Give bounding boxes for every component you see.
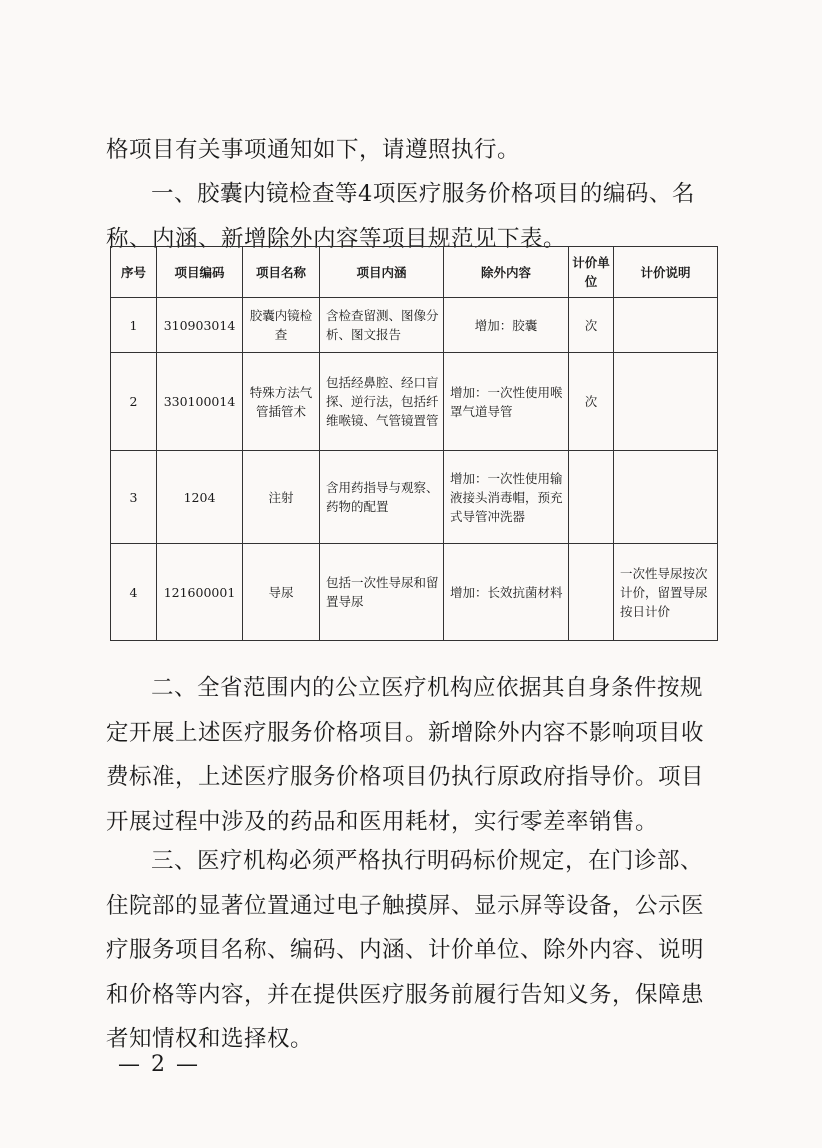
cell-content: 含用药指导与观察、药物的配置 <box>320 451 444 544</box>
header-cell-serial: 序号 <box>111 247 157 298</box>
cell-serial: 3 <box>111 451 157 544</box>
table-row <box>111 451 718 544</box>
cell-unit: 次 <box>569 353 614 451</box>
cell-name: 胶囊内镜检查 <box>243 298 320 353</box>
header-cell-code: 项目编码 <box>157 247 243 298</box>
cell-name: 注射 <box>243 451 320 544</box>
header-cell-unit: 计价单位 <box>569 247 614 298</box>
cell-content: 含检查留测、图像分析、图文报告 <box>320 298 444 353</box>
cell-name: 特殊方法气管插管术 <box>243 353 320 451</box>
table-row <box>111 298 718 353</box>
paragraph-section-1: 一、胶囊内镜检查等4项医疗服务价格项目的编码、名称、内涵、新增除外内容等项目规范见下表。 <box>106 181 695 252</box>
table-header-row <box>111 247 718 298</box>
table-row <box>111 544 718 641</box>
cell-serial: 4 <box>111 544 157 641</box>
cell-notes <box>614 353 718 451</box>
cell-exclusions: 增加：胶囊 <box>444 298 569 353</box>
cell-name: 导尿 <box>243 544 320 641</box>
header-cell-exclusions: 除外内容 <box>444 247 569 298</box>
cell-content: 包括经鼻腔、经口盲探、逆行法，包括纤维喉镜、气管镜置管 <box>320 353 444 451</box>
table-row <box>111 353 718 451</box>
cell-code: 1204 <box>157 451 243 544</box>
cell-content: 包括一次性导尿和留置导尿 <box>320 544 444 641</box>
cell-notes: 一次性导尿按次计价，留置导尿按日计价 <box>614 544 718 641</box>
cell-code: 310903014 <box>157 298 243 353</box>
cell-serial: 2 <box>111 353 157 451</box>
cell-unit <box>569 451 614 544</box>
cell-code: 121600001 <box>157 544 243 641</box>
header-cell-content: 项目内涵 <box>320 247 444 298</box>
paragraph-section-3: 三、医疗机构必须严格执行明码标价规定，在门诊部、住院部的显著位置通过电子触摸屏、显示屏等设备，公示医疗服务项目名称、编码、内涵、计价单位、除外内容、说明和价格等内容，并在提供医疗服务前履行告知义务，保障患者知情权和选择权。 <box>106 848 705 1052</box>
pricing-spec-table <box>110 246 718 641</box>
page-number: — 2 — <box>118 1052 200 1077</box>
paragraph-intro-end: 格项目有关事项通知如下，请遵照执行。 <box>106 137 521 163</box>
cell-notes <box>614 451 718 544</box>
cell-notes <box>614 298 718 353</box>
header-cell-name: 项目名称 <box>243 247 320 298</box>
paragraph-section-2: 二、全省范围内的公立医疗机构应依据其自身条件按规定开展上述医疗服务价格项目。新增除外内容不影响项目收费标准，上述医疗服务价格项目仍执行原政府指导价。项目开展过程中涉及的药品和医用耗材，实行零差率销售。 <box>106 675 705 835</box>
cell-exclusions: 增加：一次性使用喉罩气道导管 <box>444 353 569 451</box>
cell-serial: 1 <box>111 298 157 353</box>
cell-unit: 次 <box>569 298 614 353</box>
cell-code: 330100014 <box>157 353 243 451</box>
cell-unit <box>569 544 614 641</box>
cell-exclusions: 增加：一次性使用输液接头消毒帽，预充式导管冲洗器 <box>444 451 569 544</box>
cell-exclusions: 增加：长效抗菌材料 <box>444 544 569 641</box>
header-cell-notes: 计价说明 <box>614 247 718 298</box>
